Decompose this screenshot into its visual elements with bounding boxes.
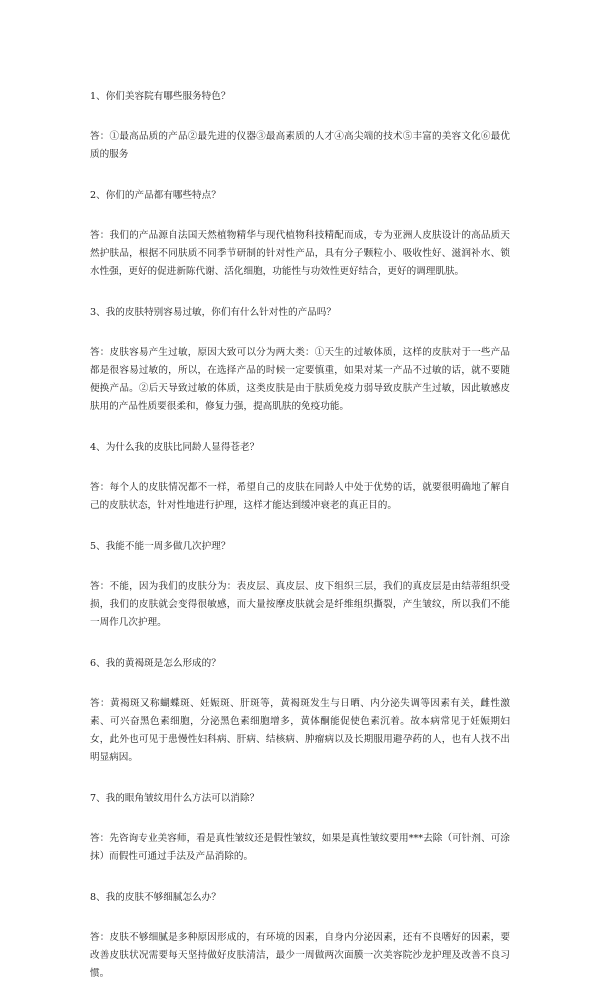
qa-item-6 [90, 657, 510, 767]
question-4: 4、为什么我的皮肤比同龄人显得苍老？ [90, 442, 260, 453]
qa-item-5 [90, 540, 510, 632]
answer-5: 答：不能，因为我们的皮肤分为：表皮层、真皮层、皮下组织三层，我们的真皮层是由结蒂组织受损，我们的皮肤就会变得很敏感，而大量按摩皮肤就会是纤维组织撕裂，产生皱纹，所以我们不能一周作几次护理。 [90, 581, 510, 628]
question-8: 8、我的皮肤不够细腻怎么办？ [90, 892, 221, 903]
answer-3: 答：皮肤容易产生过敏，原因大致可以分为两大类：①天生的过敏体质，这样的皮肤对于一些产品都是很容易过敏的，所以，在选择产品的时候一定要慎重，如果对某一产品不过敏的话，就不要随便换产品。②后天导致过敏的体质，这类皮肤是由于肤质免疫力弱导致皮肤产生过敏，因此敏感皮肤用的产品性质要很柔和，修复力强，提高肌肤的免疫功能。 [90, 347, 510, 412]
qa-item-2 [90, 189, 510, 281]
question-6: 6、我的黄褐斑是怎么形成的？ [90, 658, 221, 669]
qa-item-8 [90, 891, 510, 983]
answer-4: 答：每个人的皮肤情况都不一样，希望自己的皮肤在同龄人中处于优势的话，就要很明确地了解自己的皮肤状态，针对性地进行护理，这样才能达到缓冲衰老的真正目的。 [90, 482, 510, 511]
answer-6: 答：黄褐斑又称蝴蝶斑、妊娠斑、肝斑等，黄褐斑发生与日晒、内分泌失调等因素有关，雌性激素、可兴奋黑色素细胞，分泌黑色素细胞增多，黄体酮能促使色素沉着。故本病常见于妊娠期妇女，此外也可见于患慢性妇科病、肝病、结核病、肿瘤病以及长期服用避孕药的人，也有人找不出明显病因。 [90, 698, 510, 763]
question-3: 3、我的皮肤特别容易过敏，你们有什么针对性的产品吗？ [90, 307, 336, 318]
qa-item-4 [90, 441, 510, 515]
answer-1: 答：①最高品质的产品②最先进的仪器③最高素质的人才④高尖端的技术⑤丰富的美容文化⑥最优质的服务 [90, 131, 510, 160]
question-7: 7、我的眼角皱纹用什么方法可以消除？ [90, 793, 260, 804]
qa-item-1 [90, 90, 510, 164]
question-1: 1、你们美容院有哪些服务特色？ [90, 91, 231, 102]
qa-item-3 [90, 306, 510, 416]
qa-item-7 [90, 792, 510, 866]
answer-2: 答：我们的产品源自法国天然植物精华与现代植物科技精配而成，专为亚洲人皮肤设计的高品质天然护肤品，根据不同肤质不同季节研制的针对性产品，具有分子颗粒小、吸收性好、滋润补水、锁水性强，更好的促进新陈代谢、活化细胞，功能性与功效性更好结合，更好的调理肌肤。 [90, 230, 510, 277]
question-2: 2、你们的产品都有哪些特点？ [90, 190, 221, 201]
question-5: 5、我能不能一周多做几次护理？ [90, 541, 231, 552]
answer-8: 答：皮肤不够细腻是多种原因形成的，有环境的因素，自身内分泌因素，还有不良嗜好的因素，要改善皮肤状况需要每天坚持做好皮肤清洁，最少一周做两次面膜一次美容院沙龙护理及改善不良习惯。 [90, 932, 510, 979]
answer-7: 答：先咨询专业美容师，看是真性皱纹还是假性皱纹，如果是真性皱纹要用***去除（可针剂、可涂抹）而假性可通过手法及产品消除的。 [90, 833, 510, 862]
